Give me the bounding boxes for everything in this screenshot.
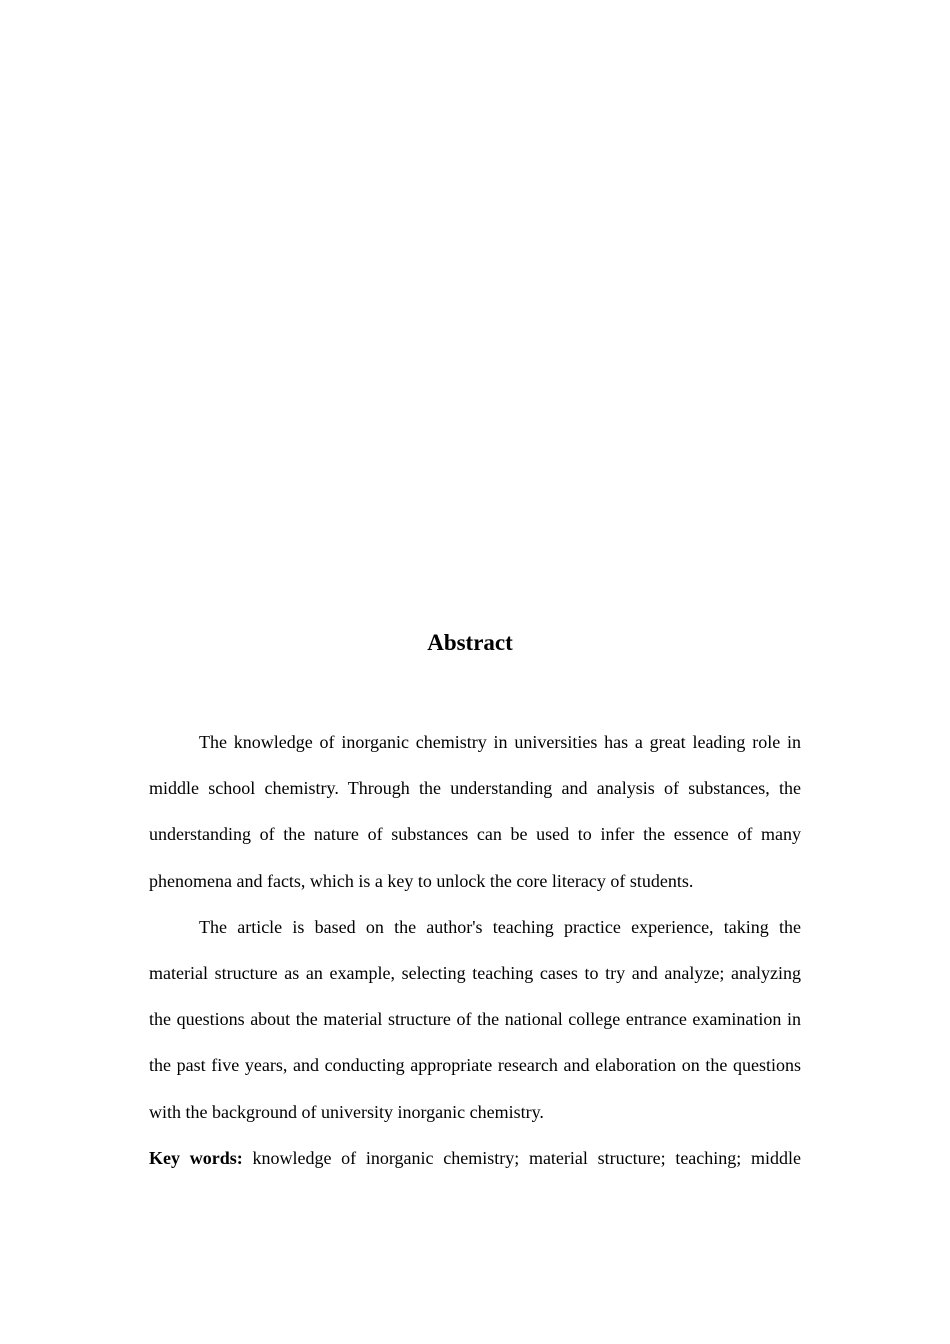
keywords-text: knowledge of inorganic chemistry; material structure; teaching; middle bbox=[252, 1147, 802, 1168]
abstract-paragraph-1: The knowledge of inorganic chemistry in universities has a great leading role in middle school chemistry. Through the understanding and analysis of substances, the understanding of the nature of substances can be used to infer the essence of many phenomena and facts, which is a key to unlock the core literacy of students. bbox=[149, 732, 801, 891]
abstract-title: Abstract bbox=[427, 630, 513, 655]
abstract-paragraph-2: The article is based on the author's teaching practice experience, taking the material structure as an example, selecting teaching cases to try and analyze; analyzing the questions about the material structure of the national college entrance examination in the past five years, and conducting appropriate research and elaboration on the questions with the background of university inorganic chemistry. bbox=[149, 916, 801, 1122]
abstract-body bbox=[149, 719, 801, 1181]
keywords-label: Key words: bbox=[149, 1147, 243, 1168]
keywords-line bbox=[149, 1135, 801, 1181]
